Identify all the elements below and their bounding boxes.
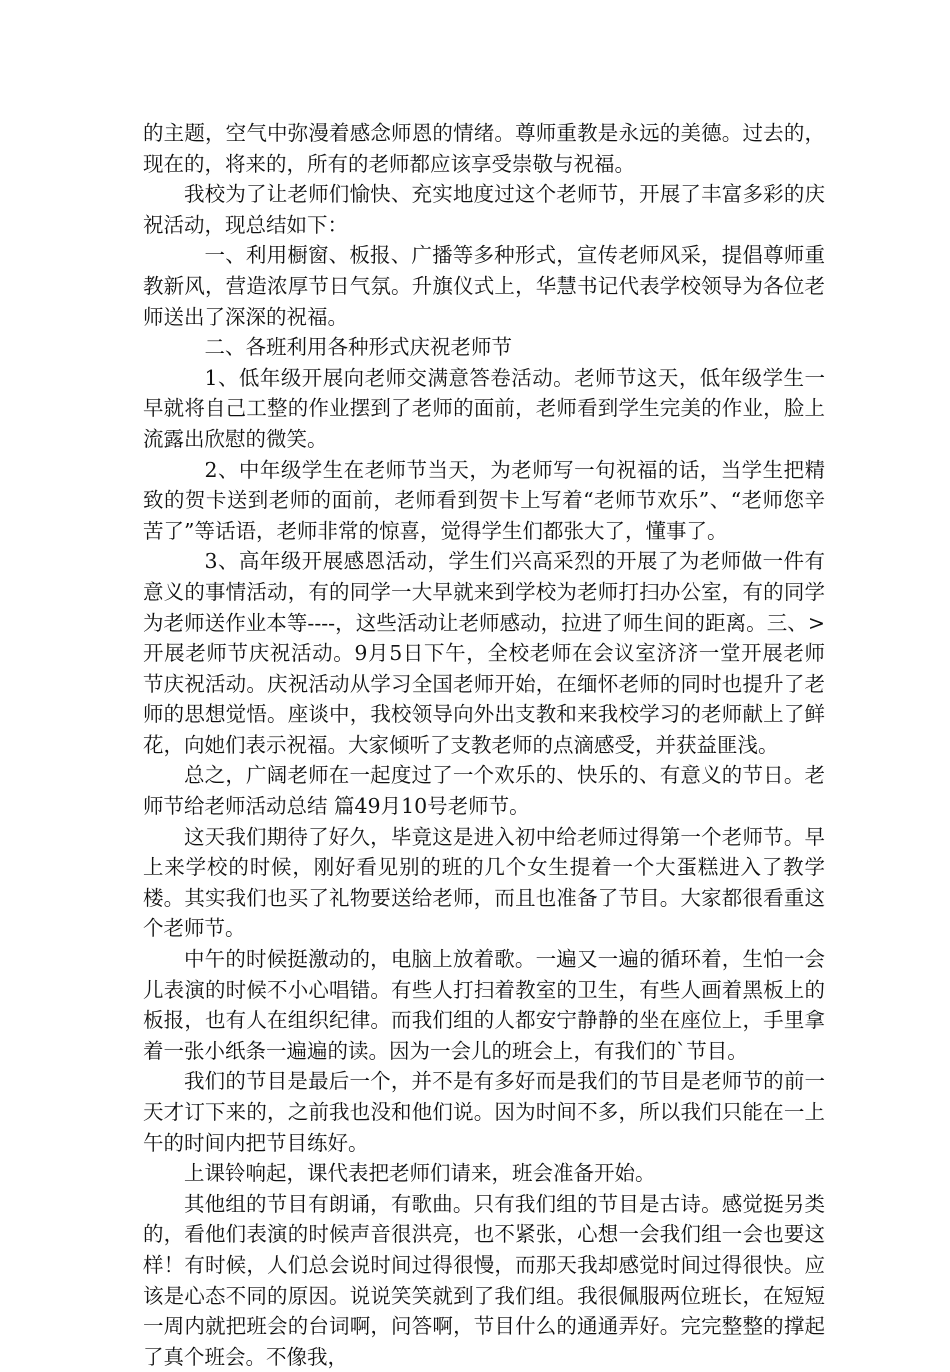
paragraph-conclusion: 总之，广阔老师在一起度过了一个欢乐的、快乐的、有意义的节日。老师节给老师活动总结 篇49月10号老师节。 [143, 763, 825, 819]
paragraph-section-two-heading: 二、各班利用各种形式庆祝老师节 [204, 335, 512, 360]
paragraph-middle-grade: 2、中年级学生在老师节当天，为老师写一句祝福的话，当学生把精致的贺卡送到老师的面前，老师看到贺卡上写着“老师节欢乐”、“老师您辛苦了”等话语，老师非常的惊喜，觉得学生们都张大了，懂事了。 [143, 457, 825, 543]
paragraph-low-grade: 1、低年级开展向老师交满意答卷活动。老师节这天，低年级学生一早就将自己工整的作业摆到了老师的面前，老师看到学生完美的作业，脸上流露出欣慰的微笑。 [143, 365, 825, 451]
paragraph-school-summary: 我校为了让老师们愉快、充实地度过这个老师节，开展了丰富多彩的庆祝活动，现总结如下： [143, 182, 825, 237]
paragraph-our-program: 我们的节目是最后一个，并不是有多好而是我们的节目是老师节的前一天才订下来的，之前我也没和他们说。因为时间不多，所以我们只能在一上午的时间内把节目练好。 [143, 1069, 825, 1155]
paragraph-high-grade: 3、高年级开展感恩活动，学生们兴高采烈的开展了为老师做一件有意义的事情活动，有的同学一大早就来到学校为老师打扫办公室，有的同学为老师送作业本等----，这些活动让老师感动，拉进了师生间的距离。三、>开展老师节庆祝活动。9月5日下午，全校老师在会议室济济一堂开展老师节庆祝活动。庆祝活动从学习全国老师开始，在缅怀老师的同时也提升了老师的思想觉悟。座谈中，我校领导向外出支教和来我校学习的老师献上了鲜花，向她们表示祝福。大家倾听了支教老师的点滴感受，并获益匪浅。 [143, 549, 825, 757]
paragraph-noon: 中午的时候挺激动的，电脑上放着歌。一遍又一遍的循环着，生怕一会儿表演的时候不小心唱错。有些人打扫着教室的卫生，有些人画着黑板上的板报，也有人在组织纪律。而我们组的人都安宁静静的坐在座位上，手里拿着一张小纸条一遍遍的读。因为一会儿的班会上，有我们的`节目。 [143, 947, 825, 1063]
paragraph-section-one: 一、利用橱窗、板报、广播等多种形式，宣传老师风采，提倡尊师重教新风，营造浓厚节日气氛。升旗仪式上，华慧书记代表学校领导为各位老师送出了深深的祝福。 [143, 243, 825, 329]
document-body [143, 118, 825, 1372]
paragraph-intro-continuation: 的主题，空气中弥漫着感念师恩的情绪。尊师重教是永远的美德。过去的，现在的，将来的，所有的老师都应该享受崇敬与祝福。 [143, 121, 825, 176]
paragraph-bell: 上课铃响起，课代表把老师们请来，班会准备开始。 [184, 1161, 656, 1186]
paragraph-other-groups: 其他组的节目有朗诵，有歌曲。只有我们组的节目是古诗。感觉挺另类的，看他们表演的时候声音很洪亮，也不紧张，心想一会我们组一会也要这样！有时候，人们总会说时间过得很慢，而那天我却感觉时间过得很快。应该是心态不同的原因。说说笑笑就到了我们组。我很佩服两位班长，在短短一周内就把班会的台词啊，问答啊，节目什么的通通弄好。完完整整的撑起了真个班会。不像我， [143, 1191, 825, 1369]
paragraph-day-anticipation: 这天我们期待了好久，毕竟这是进入初中给老师过得第一个老师节。早上来学校的时候，刚好看见别的班的几个女生提着一个大蛋糕进入了教学楼。其实我们也买了礼物要送给老师，而且也准备了节目。大家都很看重这个老师节。 [143, 824, 825, 941]
